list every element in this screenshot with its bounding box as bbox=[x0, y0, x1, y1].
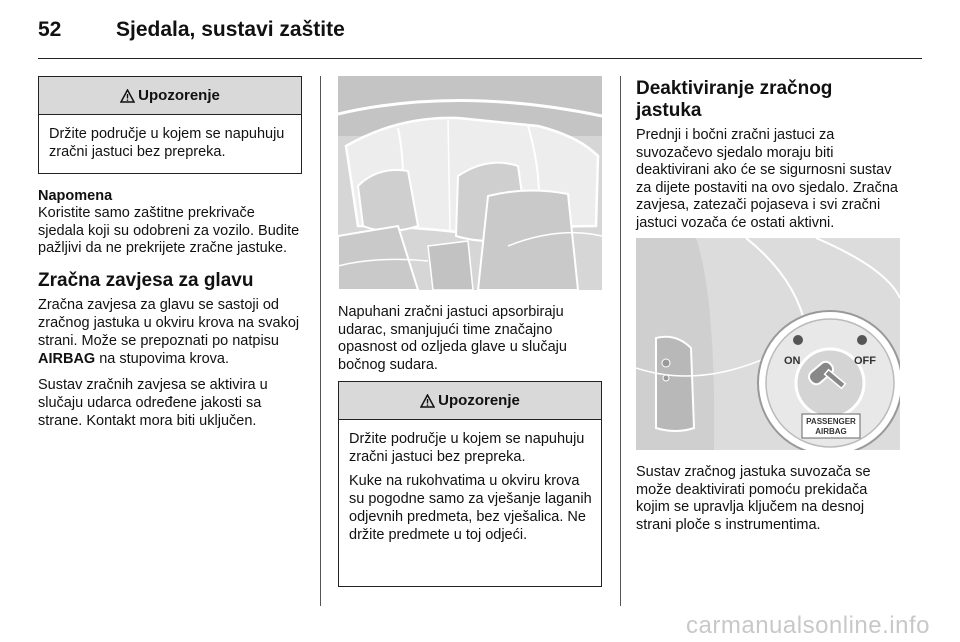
airbag-switch-illustration bbox=[636, 238, 900, 450]
note-title: Napomena bbox=[38, 188, 113, 204]
switch-label-line2: AIRBAG bbox=[815, 427, 847, 436]
header-rule bbox=[38, 58, 922, 59]
note-text: Koristite samo zaštitne prekrivače sjedala koji su odobreni za vozilo. Budite pažljivi da ne prekrijete zračne jastuke. bbox=[38, 205, 300, 256]
illustration-caption: Napuhani zračni jastuci apsorbiraju udarac, smanjujući time značajno opasnost od ozljeda glave u slučaju bočnog sudara. bbox=[338, 304, 567, 373]
warning-text: Držite područje u kojem se napuhuju zračni jastuci bez prepreka. bbox=[49, 126, 285, 160]
paragraph-text: na stupovima krova. bbox=[95, 350, 229, 367]
column-divider-right bbox=[620, 76, 621, 606]
right-column-caption bbox=[636, 464, 902, 534]
curtain-airbag-illustration bbox=[338, 76, 602, 290]
right-column bbox=[636, 76, 902, 232]
airbag-switch-drawing bbox=[636, 238, 900, 450]
watermark: carmanualsonline.info bbox=[686, 612, 930, 639]
middle-column-text bbox=[338, 304, 602, 374]
switch-label-line1: PASSENGER bbox=[806, 417, 856, 426]
off-label: OFF bbox=[854, 355, 876, 367]
warning-title: Upozorenje bbox=[138, 87, 220, 104]
column-divider-left bbox=[320, 76, 321, 606]
page-number: 52 bbox=[38, 18, 62, 41]
warning-header bbox=[39, 77, 301, 115]
warning-text: Držite područje u kojem se napuhuju zračni jastuci bez prepreka. bbox=[349, 431, 585, 465]
warning-box bbox=[38, 76, 302, 174]
warning-icon bbox=[420, 394, 435, 408]
warning-icon bbox=[120, 89, 135, 103]
note-block bbox=[38, 187, 302, 258]
left-column bbox=[38, 76, 302, 430]
car-interior-drawing bbox=[338, 76, 602, 290]
warning-header bbox=[339, 382, 601, 420]
head-curtain-paragraph bbox=[38, 296, 302, 368]
warning-body bbox=[339, 420, 601, 556]
warning-box bbox=[338, 381, 602, 587]
page-header bbox=[38, 18, 922, 58]
activation-paragraph: Sustav zračnih zavjesa se aktivira u slučaju udarca određene jakosti sa strane. Kontakt mora biti uključen. bbox=[38, 376, 268, 429]
warning-text: Kuke na rukohvatima u okviru krova su pogodne samo za vješanje laganih odjevnih predmeta, bez vješalica. Ne držite predmete u toj odjeći. bbox=[349, 473, 592, 543]
on-label: ON bbox=[784, 355, 801, 367]
airbag-label: AIRBAG bbox=[38, 350, 96, 367]
section-heading-deactivation: Deaktiviranje zračnog jastuka bbox=[636, 78, 833, 121]
section-heading-head-curtain: Zračna zavjesa za glavu bbox=[38, 269, 254, 291]
paragraph-text: Zračna zavjesa za glavu se sastoji od zračnog jastuka u okviru krova na svakoj strani. Može se prepoznati po natpisu bbox=[38, 296, 300, 349]
chapter-title: Sjedala, sustavi zaštite bbox=[116, 18, 345, 41]
switch-caption: Sustav zračnog jastuka suvozača se može deaktivirati pomoću prekidača kojim se upravlja ključem na desnoj strani ploče s instrumentima. bbox=[636, 464, 871, 533]
deactivation-paragraph: Prednji i bočni zračni jastuci za suvozačevo sjedalo moraju biti deaktivirani ako će se sigurnosni sustav za dijete postaviti na ovo sjedalo. Zračna zavjesa, zatezači pojaseva i svi zračni jastuci vozača će ostati aktivni. bbox=[636, 127, 898, 231]
warning-body bbox=[39, 115, 301, 173]
warning-title: Upozorenje bbox=[438, 392, 520, 409]
middle-column-warning bbox=[338, 381, 602, 587]
